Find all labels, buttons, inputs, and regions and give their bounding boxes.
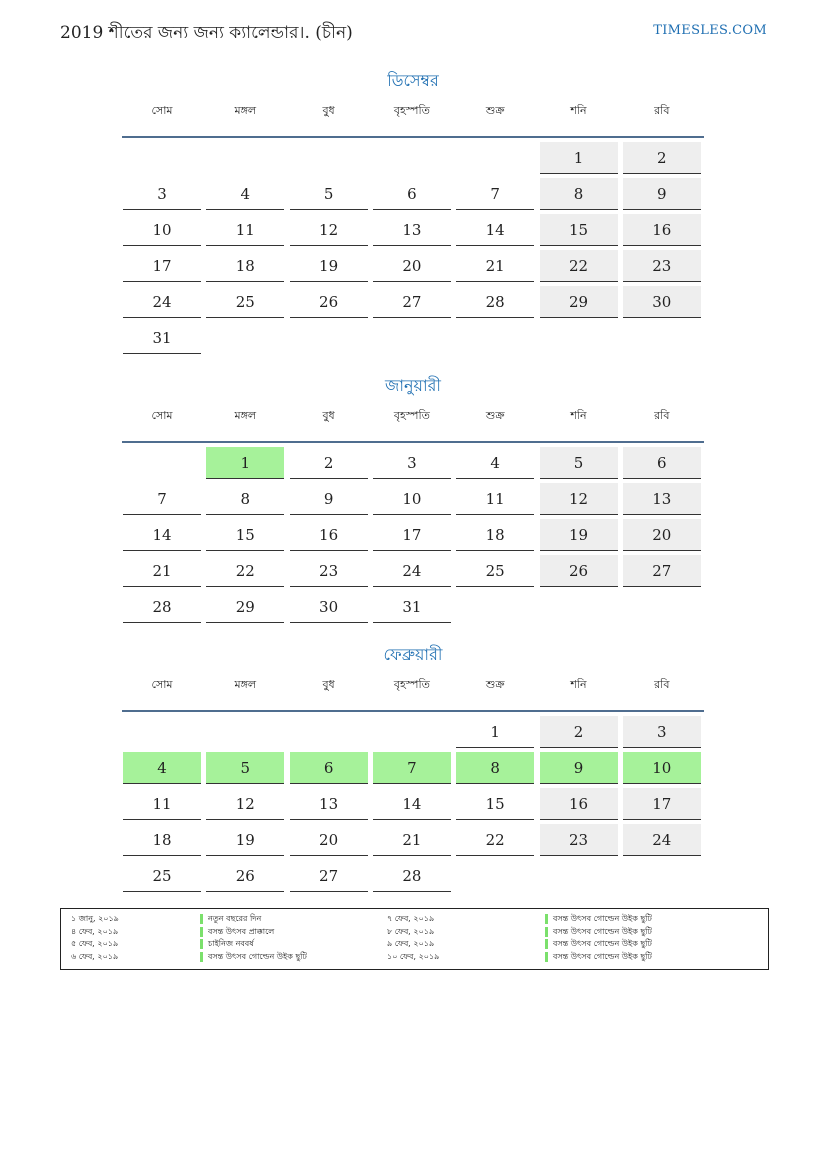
- day-cell[interactable]: 26: [540, 555, 618, 587]
- day-cell[interactable]: 7: [456, 178, 534, 210]
- day-cell[interactable]: 24: [123, 286, 201, 318]
- day-cell[interactable]: 29: [540, 286, 618, 318]
- day-cell[interactable]: 23: [540, 824, 618, 856]
- legend-holiday-marker: [545, 927, 548, 937]
- day-cell[interactable]: 28: [123, 591, 201, 623]
- legend-date: ৭ ফেব, ২০১৯: [387, 914, 435, 923]
- day-cell[interactable]: 6: [373, 178, 451, 210]
- day-cell[interactable]: 14: [456, 214, 534, 246]
- day-cell[interactable]: 22: [456, 824, 534, 856]
- day-cell[interactable]: 27: [290, 860, 368, 892]
- month-name: জানুয়ারী: [385, 376, 441, 395]
- day-cell[interactable]: 15: [456, 788, 534, 820]
- day-cell[interactable]: 25: [123, 860, 201, 892]
- day-cell[interactable]: 31: [123, 322, 201, 354]
- day-cell[interactable]: 22: [540, 250, 618, 282]
- weekday-header: [122, 666, 704, 706]
- day-cell[interactable]: 3: [373, 447, 451, 479]
- legend-holiday-marker: [200, 914, 203, 924]
- day-cell[interactable]: 14: [123, 519, 201, 551]
- month-block: [122, 375, 704, 616]
- day-cell[interactable]: 2: [540, 716, 618, 748]
- day-cell[interactable]: 15: [206, 519, 284, 551]
- legend-holiday-name: বসন্ত উৎসব গোল্ডেন উইক ছুটি: [553, 951, 652, 961]
- day-cell[interactable]: 21: [373, 824, 451, 856]
- day-cell[interactable]: 4: [456, 447, 534, 479]
- day-cell[interactable]: 28: [373, 860, 451, 892]
- day-cell[interactable]: 18: [456, 519, 534, 551]
- day-cell[interactable]: 26: [290, 286, 368, 318]
- day-cell[interactable]: 27: [623, 555, 701, 587]
- weekday-label: বুধ: [322, 409, 335, 422]
- legend-holiday-name: চাইনিজ নববর্ষ: [208, 939, 254, 948]
- day-cell[interactable]: 18: [206, 250, 284, 282]
- weekday-label: রবি: [654, 678, 670, 691]
- day-cell[interactable]: 13: [290, 788, 368, 820]
- day-cell[interactable]: 8: [456, 752, 534, 784]
- day-cell[interactable]: 30: [290, 591, 368, 623]
- legend-date: ৫ ফেব, ২০১৯: [71, 939, 119, 948]
- weekday-label: শনি: [570, 409, 587, 422]
- day-cell[interactable]: 16: [623, 214, 701, 246]
- day-cell[interactable]: 10: [373, 483, 451, 515]
- legend-holiday-marker: [200, 952, 203, 962]
- day-cell[interactable]: 3: [123, 178, 201, 210]
- day-cell[interactable]: 20: [623, 519, 701, 551]
- day-cell[interactable]: 15: [540, 214, 618, 246]
- day-cell[interactable]: 18: [123, 824, 201, 856]
- weekday-label: শুক্র: [485, 104, 505, 117]
- day-cell[interactable]: 19: [290, 250, 368, 282]
- day-cell[interactable]: 12: [540, 483, 618, 515]
- day-cell[interactable]: 7: [373, 752, 451, 784]
- day-cell[interactable]: 9: [623, 178, 701, 210]
- weekday-label: সোম: [151, 678, 173, 691]
- day-cell[interactable]: 30: [623, 286, 701, 318]
- day-cell[interactable]: 1: [540, 142, 618, 174]
- day-cell[interactable]: 1: [456, 716, 534, 748]
- month-name: ফেব্রুয়ারী: [383, 645, 443, 664]
- day-cell[interactable]: 3: [623, 716, 701, 748]
- day-cell[interactable]: 17: [123, 250, 201, 282]
- weekday-label: শুক্র: [485, 678, 505, 691]
- header-rule: [122, 441, 704, 443]
- weekday-label: মঙ্গল: [234, 409, 257, 422]
- weekday-label: শনি: [570, 104, 587, 117]
- weekday-label: বুধ: [322, 104, 335, 117]
- day-cell[interactable]: 21: [456, 250, 534, 282]
- day-cell[interactable]: 11: [123, 788, 201, 820]
- weekday-header: [122, 92, 704, 132]
- day-cell[interactable]: 2: [623, 142, 701, 174]
- legend-date: ১০ ফেব, ২০১৯: [387, 951, 440, 961]
- day-cell[interactable]: 10: [623, 752, 701, 784]
- weekday-label: শনি: [570, 678, 587, 691]
- legend-holiday-name: বসন্ত উৎসব প্রাক্কালে: [208, 926, 275, 936]
- page-title: 2019 শীতের জন্য জন্য ক্যালেন্ডার।. (চীন): [60, 23, 353, 43]
- day-cell[interactable]: 29: [206, 591, 284, 623]
- legend-holiday-name: বসন্ত উৎসব গোল্ডেন উইক ছুটি: [553, 939, 652, 948]
- day-cell[interactable]: 11: [456, 483, 534, 515]
- day-cell[interactable]: 9: [290, 483, 368, 515]
- legend-holiday-marker: [200, 939, 203, 949]
- day-cell[interactable]: 31: [373, 591, 451, 623]
- day-cell[interactable]: 7: [123, 483, 201, 515]
- legend-holiday-marker: [545, 952, 548, 962]
- day-cell[interactable]: 28: [456, 286, 534, 318]
- weekday-label: শুক্র: [485, 409, 505, 422]
- weekday-label: রবি: [654, 409, 670, 422]
- day-cell[interactable]: 17: [623, 788, 701, 820]
- legend-date: ৮ ফেব, ২০১৯: [387, 926, 435, 936]
- day-cell[interactable]: 13: [623, 483, 701, 515]
- day-cell[interactable]: 24: [623, 824, 701, 856]
- day-cell[interactable]: 20: [290, 824, 368, 856]
- legend-holiday-name: বসন্ত উৎসব গোল্ডেন উইক ছুটি: [553, 914, 652, 923]
- day-cell[interactable]: 4: [123, 752, 201, 784]
- day-cell[interactable]: 4: [206, 178, 284, 210]
- day-cell[interactable]: 5: [540, 447, 618, 479]
- day-cell[interactable]: 5: [206, 752, 284, 784]
- day-cell[interactable]: 21: [123, 555, 201, 587]
- day-cell[interactable]: 1: [206, 447, 284, 479]
- holiday-legend: [60, 908, 769, 970]
- day-cell[interactable]: 23: [290, 555, 368, 587]
- legend-date: ১ জানু, ২০১৯: [71, 914, 119, 923]
- day-cell[interactable]: 22: [206, 555, 284, 587]
- legend-holiday-marker: [545, 939, 548, 949]
- day-cell[interactable]: 12: [290, 214, 368, 246]
- weekday-label: বৃহস্পতি: [393, 104, 430, 117]
- legend-holiday-marker: [545, 914, 548, 924]
- legend-holiday-name: বসন্ত উৎসব গোল্ডেন উইক ছুটি: [208, 951, 307, 961]
- weekday-label: মঙ্গল: [234, 104, 257, 117]
- legend-holiday-marker: [200, 927, 203, 937]
- day-cell[interactable]: 9: [540, 752, 618, 784]
- day-cell[interactable]: 16: [290, 519, 368, 551]
- day-cell[interactable]: 19: [206, 824, 284, 856]
- legend-date: ৪ ফেব, ২০১৯: [71, 926, 119, 936]
- day-cell[interactable]: 16: [540, 788, 618, 820]
- legend-date: ৬ ফেব, ২০১৯: [71, 951, 119, 961]
- month-block: [122, 644, 704, 885]
- header-rule: [122, 136, 704, 138]
- day-cell[interactable]: 25: [206, 286, 284, 318]
- day-cell[interactable]: 11: [206, 214, 284, 246]
- weekday-label: মঙ্গল: [234, 678, 257, 691]
- weekday-label: বৃহস্পতি: [393, 678, 430, 691]
- day-cell[interactable]: 2: [290, 447, 368, 479]
- day-cell[interactable]: 8: [540, 178, 618, 210]
- day-cell[interactable]: 17: [373, 519, 451, 551]
- weekday-label: বৃহস্পতি: [393, 409, 430, 422]
- month-block: [122, 70, 704, 347]
- month-name: ডিসেম্বর: [387, 71, 439, 90]
- day-cell[interactable]: 14: [373, 788, 451, 820]
- legend-holiday-name: নতুন বছরের দিন: [208, 914, 262, 923]
- weekday-label: বুধ: [322, 678, 335, 691]
- day-cell[interactable]: 24: [373, 555, 451, 587]
- day-cell[interactable]: 25: [456, 555, 534, 587]
- day-cell[interactable]: 6: [623, 447, 701, 479]
- day-cell[interactable]: 12: [206, 788, 284, 820]
- day-cell[interactable]: 23: [623, 250, 701, 282]
- legend-holiday-name: বসন্ত উৎসব গোল্ডেন উইক ছুটি: [553, 926, 652, 936]
- day-cell[interactable]: 19: [540, 519, 618, 551]
- weekday-label: সোম: [151, 104, 173, 117]
- day-cell[interactable]: 8: [206, 483, 284, 515]
- day-cell[interactable]: 27: [373, 286, 451, 318]
- header-rule: [122, 710, 704, 712]
- weekday-label: সোম: [151, 409, 173, 422]
- weekday-label: রবি: [654, 104, 670, 117]
- day-cell[interactable]: 10: [123, 214, 201, 246]
- site-link[interactable]: TIMESLES.COM: [653, 23, 767, 38]
- legend-date: ৯ ফেব, ২০১৯: [387, 939, 435, 948]
- weekday-header: [122, 397, 704, 437]
- day-cell[interactable]: 20: [373, 250, 451, 282]
- day-cell[interactable]: 26: [206, 860, 284, 892]
- day-cell[interactable]: 6: [290, 752, 368, 784]
- day-cell[interactable]: 5: [290, 178, 368, 210]
- day-cell[interactable]: 13: [373, 214, 451, 246]
